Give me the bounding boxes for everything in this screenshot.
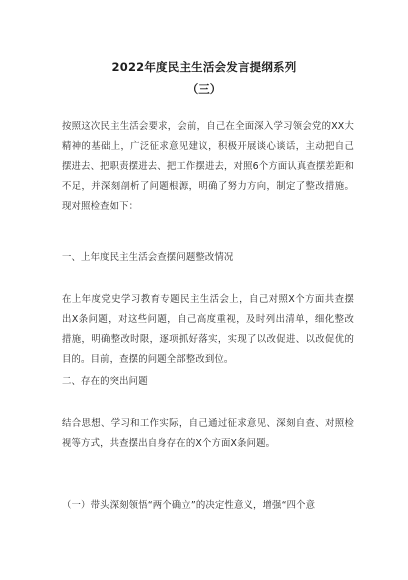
section-1-heading: 一、上年度民主生活会查摆问题整改情况 <box>62 252 234 263</box>
item-1-paragraph: （一）带头深刻领悟“两个确立”的决定性意义，增强“四个意 <box>62 500 316 511</box>
document-title: 2022年度民主生活会发言提纲系列 <box>111 60 297 74</box>
document-subtitle: （三） <box>186 82 222 96</box>
section-1-paragraph: 在上年度党史学习教育专题民主生活会上，自己对照X个方面共查摆出X条问题，对这些问题，自己高度重视，及时列出清单，细化整改措施，明确整改时限，逐项抓好落实，实现了以改促进、以改促优的目的。目前，查摆的问题全部整改到位。 <box>62 294 354 365</box>
intro-paragraph: 按照这次民主生活会要求，会前，自己在全面深入学习领会党的XX大精神的基础上，广泛征求意见建议，积极开展谈心谈话，主动把自己摆进去、把职责摆进去、把工作摆进去，对照6个方面认真查摆差距和不足，并深刻剖析了问题根源，明确了努力方向，制定了整改措施。现对照检查如下： <box>62 121 354 212</box>
section-2-paragraph: 结合思想、学习和工作实际，自己通过征求意见、深刻自查、对照检视等方式，共查摆出自身存在的X个方面X条问题。 <box>62 418 354 449</box>
section-2-heading: 二、存在的突出问题 <box>62 376 148 387</box>
